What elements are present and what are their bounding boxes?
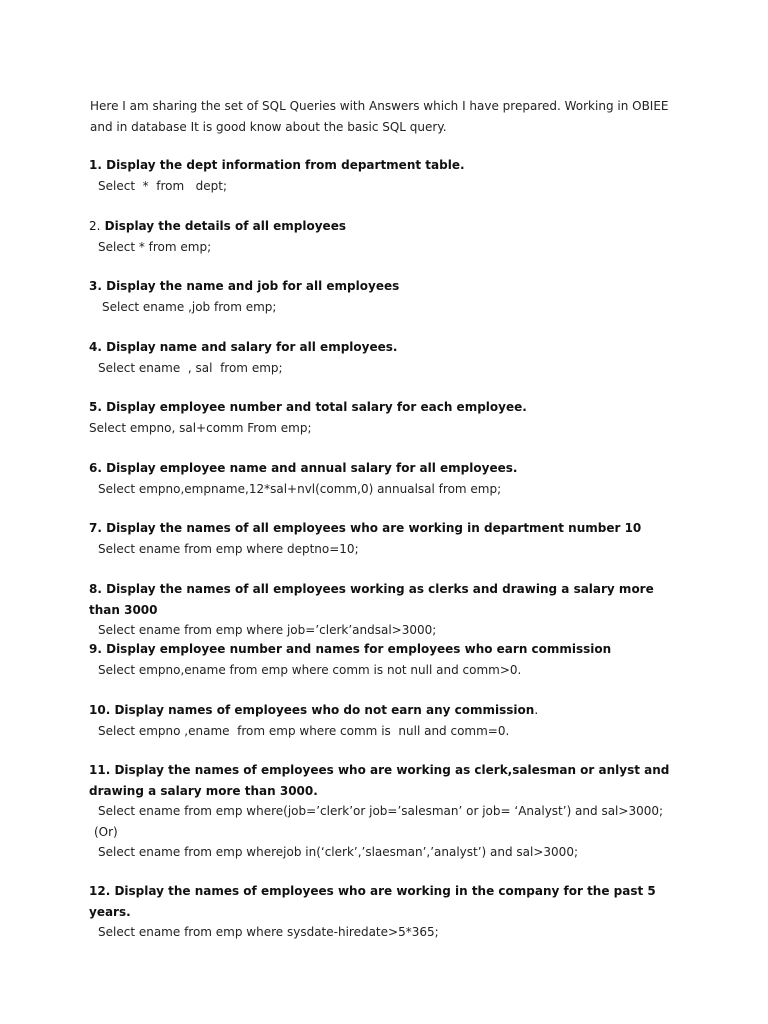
- question-text: [89, 639, 679, 660]
- question-number: 2.: [89, 219, 101, 233]
- question-text: [89, 881, 679, 922]
- question-item-11: [89, 760, 679, 863]
- question-label: Display employee number and names for employees who earn commission: [106, 642, 612, 656]
- question-item-1: [89, 155, 679, 196]
- question-text: [89, 518, 679, 539]
- question-text: [89, 579, 679, 620]
- answer-query: Select ename from emp where(job=’clerk’or job=’salesman’ or job= ‘Analyst’) and sal>3000;: [98, 804, 664, 818]
- answer-query: Select ename from emp where deptno=10;: [98, 541, 359, 556]
- question-label: Display name and salary for all employees.: [106, 340, 398, 354]
- question-text: [89, 276, 679, 297]
- question-number: 9.: [89, 642, 102, 656]
- question-item-7: [89, 518, 679, 559]
- question-item-9: [89, 639, 679, 680]
- intro-paragraph: Here I am sharing the set of SQL Queries with Answers which I have prepared. Working in OBIEE and in database It is good know about the basic SQL query.: [90, 99, 669, 134]
- question-label: Display the names of employees who are working in the company for the past 5 years.: [89, 884, 656, 919]
- question-item-8: [89, 579, 679, 641]
- answer-query: Select ename , sal from emp;: [98, 360, 283, 375]
- question-number: 4.: [89, 340, 102, 354]
- question-label: Display the names of all employees working as clerks and drawing a salary more than 3000: [89, 582, 654, 617]
- question-item-4: [89, 337, 679, 378]
- answer-alternative-label: (Or): [94, 824, 118, 839]
- question-trailing-period: .: [534, 703, 539, 717]
- question-label: Display employee name and annual salary for all employees.: [106, 461, 518, 475]
- question-text: [89, 216, 679, 237]
- question-item-5: [89, 397, 679, 438]
- question-item-3: [89, 276, 679, 317]
- question-number: 12.: [89, 884, 111, 898]
- question-label: Display the names of all employees who are working in department number 10: [106, 521, 642, 535]
- question-item-6: [89, 458, 679, 499]
- answer-query: Select * from dept;: [98, 178, 228, 193]
- question-number: 3.: [89, 279, 102, 293]
- question-text: [89, 458, 679, 479]
- question-text: [89, 397, 679, 418]
- question-item-10: [89, 700, 679, 741]
- question-text: [89, 760, 679, 801]
- question-number: 7.: [89, 521, 102, 535]
- answer-query-alternative: Select ename from emp wherejob in(‘clerk’,’slaesman’,’analyst’) and sal>3000;: [98, 845, 578, 859]
- question-label: Display the details of all employees: [104, 219, 346, 233]
- answer-query: Select empno ,ename from emp where comm is null and comm=0.: [98, 723, 510, 738]
- question-text: [89, 155, 679, 176]
- question-label: Display the names of employees who are working as clerk,salesman or anlyst and drawing a salary more than 3000.: [89, 763, 670, 798]
- answer-query: Select empno,empname,12*sal+nvl(comm,0) annualsal from emp;: [98, 481, 502, 496]
- question-number: 1.: [89, 158, 102, 172]
- question-number: 11.: [89, 763, 111, 777]
- question-number: 8.: [89, 582, 102, 596]
- answer-query: Select empno,ename from emp where comm is not null and comm>0.: [98, 662, 522, 677]
- question-number: 10.: [89, 703, 111, 717]
- answer-query: Select ename from emp where sysdate-hiredate>5*365;: [98, 925, 439, 939]
- answer-query: Select ename from emp where job=’clerk’andsal>3000;: [98, 623, 437, 637]
- answer-query: Select ename ,job from emp;: [102, 299, 277, 314]
- question-item-2: [89, 216, 679, 257]
- answer-query: Select * from emp;: [98, 239, 212, 254]
- answer-query: Select empno, sal+comm From emp;: [89, 420, 312, 435]
- question-item-12: [89, 881, 679, 943]
- question-label: Display the dept information from department table.: [106, 158, 465, 172]
- question-text: [89, 337, 679, 358]
- question-number: 6.: [89, 461, 102, 475]
- question-label: Display names of employees who do not earn any commission: [114, 703, 535, 717]
- question-text: [89, 700, 679, 721]
- question-label: Display employee number and total salary for each employee.: [106, 400, 527, 414]
- question-number: 5.: [89, 400, 102, 414]
- question-label: Display the name and job for all employees: [106, 279, 400, 293]
